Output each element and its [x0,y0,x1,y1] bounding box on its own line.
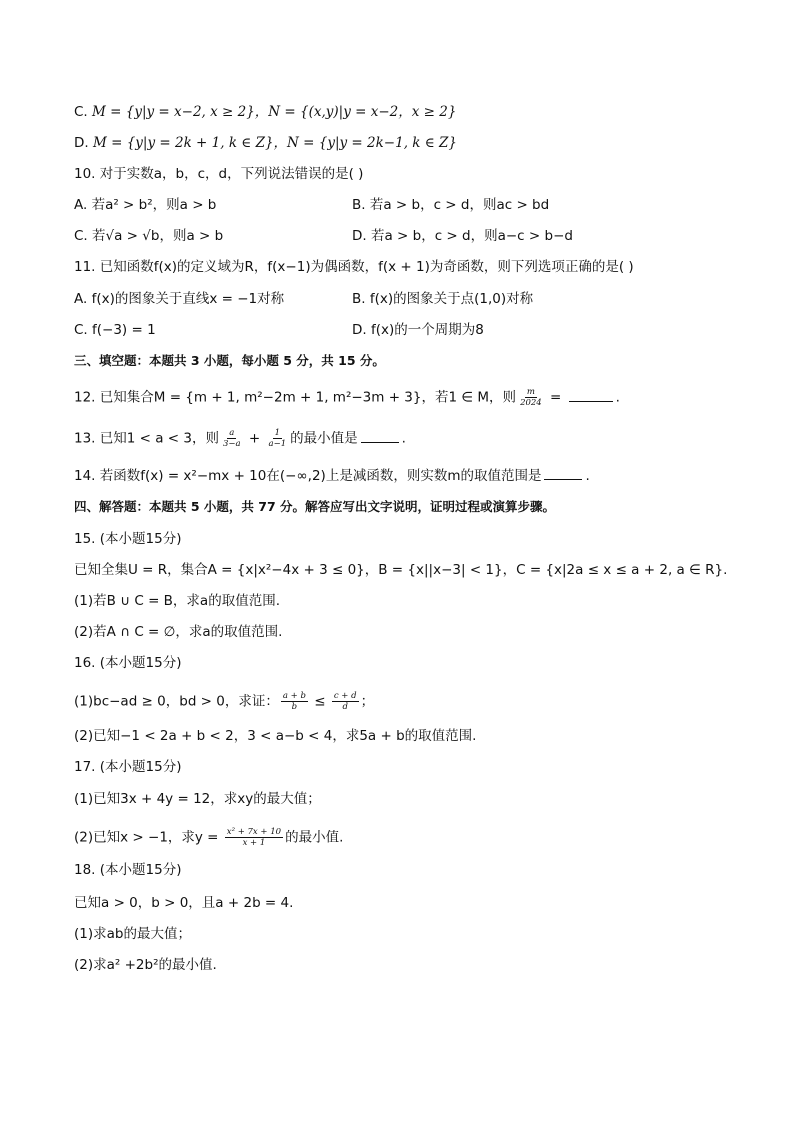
q10-stem: 10. 对于实数a，b，c，d，下列说法错误的是( ) [74,166,364,182]
q11-option-c: C. f(−3) = 1 [74,322,156,338]
denominator: b [291,702,298,712]
q18-part-2: (2)求a² +2b²的最小值. [74,957,217,973]
q17-part2-end: 的最小值. [285,829,344,846]
numerator: a + b [282,691,306,701]
q13-text: 13. 已知1 < a < 3，则 [74,430,219,447]
le-sign: ≤ [309,693,330,710]
q15-part-1: (1)若B ∪ C = B，求a的取值范围. [74,593,280,609]
q12-text: 12. 已知集合M = {m + 1, m²−2m + 1, m²−3m + 3}，若1 ∈ M，则 [74,389,517,406]
q17-part-1: (1)已知3x + 4y = 12，求xy的最大值； [74,791,321,807]
denominator: d [342,702,348,712]
section-3-title: 三、填空题：本题共 3 小题，每小题 5 分，共 15 分。 [74,353,385,368]
q18-stem: 已知a > 0，b > 0，且a + 2b = 4. [74,895,294,911]
q14: 14. 若函数f(x) = x²−mx + 10在(−∞,2)上是减函数，则实数m的取值范围是 . [74,468,590,484]
denominator: x + 1 [242,838,266,848]
numerator: m [526,387,535,397]
q15-header: 15. (本小题15分) [74,531,182,547]
q12-equals: = [545,389,566,406]
option-text: M = {y|y = 2k + 1, k ∈ Z}，N = {y|y = 2k−1, k ∈ Z} [92,135,458,151]
q17-header: 17. (本小题15分) [74,759,182,775]
q14-text: 14. 若函数f(x) = x²−mx + 10在(−∞,2)上是减函数，则实数m的取值范围是 [74,468,542,484]
q16-part-2: (2)已知−1 < 2a + b < 2，3 < a−b < 4，求5a + b的取值范围. [74,728,477,744]
answer-blank[interactable] [361,430,399,443]
q9-option-d [74,134,457,152]
q17-part2-text: (2)已知x > −1，求y = [74,829,223,846]
q16-part1-text: (1)bc−ad ≥ 0，bd > 0，求证： [74,693,279,710]
q13-fraction-1 [221,428,243,449]
q10-option-a: A. 若a² > b²，则a > b [74,197,217,213]
answer-blank[interactable] [569,389,613,402]
q18-part-1: (1)求ab的最大值； [74,926,191,942]
option-label: D. [74,135,93,151]
numerator: x² + 7x + 10 [226,827,282,837]
denominator: 3−a [223,439,241,449]
q17-part-2 [74,827,343,848]
q16-part1-end: ； [360,693,375,710]
q10-option-c: C. 若√a > √b，则a > b [74,228,224,244]
q10-option-b: B. 若a > b，c > d，则ac > bd [352,197,550,213]
denominator: a−1 [268,439,287,449]
q16-fraction-2 [332,691,359,712]
q13: 13. 已知1 < a < 3，则 $\frac{a}{3-a}$ + $\frac{1}{a-1}$ 的最小值是 . [74,428,406,449]
q13-fraction-2 [267,428,289,449]
option-text: M = {y|y = x−2, x ≥ 2}，N = {(x,y)|y = x−2，x ≥ 2} [92,104,457,120]
q12: 12. 已知集合M = {m + 1, m²−2m + 1, m²−3m + 3}，若1 ∈ M，则 $\frac{m}{2024}$ = . [74,387,620,408]
q10-option-d: D. 若a > b，c > d，则a−c > b−d [352,228,573,244]
q11-option-a: A. f(x)的图象关于直线x = −1对称 [74,291,285,307]
q17-fraction [225,827,283,848]
q13-text-post: 的最小值是 [290,430,358,447]
option-label: C. [74,104,93,120]
numerator: 1 [274,428,281,438]
numerator: a [229,428,235,438]
q18-header: 18. (本小题15分) [74,862,182,878]
section-4-title: 四、解答题：本题共 5 小题，共 77 分。解答应写出文字说明，证明过程或演算步骤。 [74,499,556,514]
q12-fraction [518,387,544,408]
q16-fraction-1 [281,691,308,712]
q11-option-d: D. f(x)的一个周期为8 [352,322,484,338]
q11-stem: 11. 已知函数f(x)的定义域为R，f(x−1)为偶函数，f(x + 1)为奇函数，则下列选项正确的是( ) [74,259,634,275]
plus-sign: + [244,430,265,447]
q15-part-2: (2)若A ∩ C = ∅，求a的取值范围. [74,624,283,640]
q9-option-c [74,103,456,121]
q11-option-b: B. f(x)的图象关于点(1,0)对称 [352,291,534,307]
denominator: 2024 [520,398,542,408]
numerator: c + d [333,691,357,701]
q15-stem: 已知全集U = R，集合A = {x|x²−4x + 3 ≤ 0}，B = {x||x−3| < 1}，C = {x|2a ≤ x ≤ a + 2, a ∈ R}. [74,562,728,578]
answer-blank[interactable] [544,467,582,480]
q16-part-1 [74,691,374,712]
q16-header: 16. (本小题15分) [74,655,182,671]
